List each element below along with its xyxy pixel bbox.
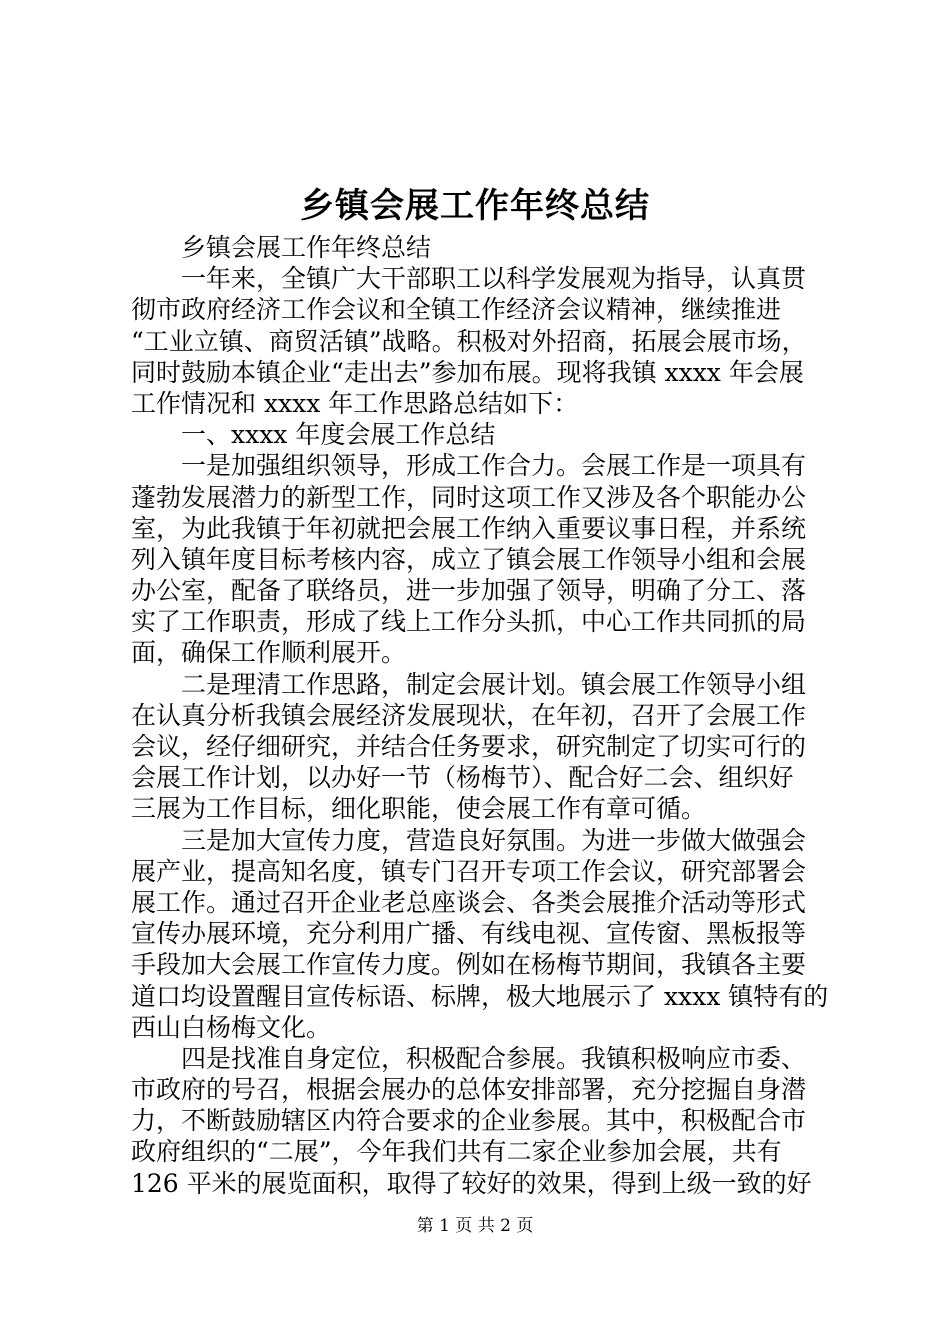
text-line: “工业立镇、商贸活镇”战略。积极对外招商，拓展会展市场， [131, 326, 807, 356]
text-line: 三是加大宣传力度，营造良好氛围。为进一步做大做强会 [131, 825, 807, 855]
document-body [131, 232, 831, 1199]
text-line: 室，为此我镇于年初就把会展工作纳入重要议事日程，并系统 [131, 513, 807, 543]
text-line: 实了工作职责，形成了线上工作分头抓，中心工作共同抓的局 [131, 607, 807, 637]
text-line: 会展工作计划，以办好一节（杨梅节）、配合好二会、组织好 [131, 763, 794, 793]
text-line: 力，不断鼓励辖区内符合要求的企业参展。其中，积极配合市 [131, 1106, 807, 1136]
text-line: 手段加大会展工作宣传力度。例如在杨梅节期间，我镇各主要 [131, 950, 807, 980]
text-line: 蓬勃发展潜力的新型工作，同时这项工作又涉及各个职能办公 [131, 482, 807, 512]
text-line: 工作情况和 xxxx 年工作思路总结如下： [131, 388, 579, 418]
text-line: 在认真分析我镇会展经济发展现状，在年初，召开了会展工作 [131, 700, 807, 730]
text-line: 道口均设置醒目宣传标语、标牌，极大地展示了 xxxx 镇特有的 [131, 981, 829, 1011]
text-line: 乡镇会展工作年终总结 [131, 233, 432, 262]
text-line: 四是找准自身定位，积极配合参展。我镇积极响应市委、 [131, 1043, 807, 1073]
page-footer: 第 1 页 共 2 页 [416, 1216, 534, 1236]
text-line: 办公室，配备了联络员，进一步加强了领导，明确了分工、落 [131, 576, 807, 606]
text-line: 西山白杨梅文化。 [131, 1012, 332, 1042]
text-line: 一、xxxx 年度会展工作总结 [131, 420, 496, 450]
document-title: 乡镇会展工作年终总结 [300, 186, 650, 226]
text-line: 面，确保工作顺利展开。 [131, 638, 407, 668]
text-line: 展工作。通过召开企业老总座谈会、各类会展推介活动等形式 [131, 887, 807, 917]
text-line: 宣传办展环境，充分利用广播、有线电视、宣传窗、黑板报等 [131, 919, 807, 949]
text-line: 一是加强组织领导，形成工作合力。会展工作是一项具有 [131, 451, 807, 481]
text-line: 市政府的号召，根据会展办的总体安排部署，充分挖掘自身潜 [131, 1075, 807, 1105]
text-line: 一年来，全镇广大干部职工以科学发展观为指导，认真贯 [131, 264, 807, 294]
text-line: 三展为工作目标，细化职能，使会展工作有章可循。 [131, 794, 707, 824]
text-line: 同时鼓励本镇企业“走出去”参加布展。现将我镇 xxxx 年会展 [131, 357, 804, 387]
text-line: 126 平米的展览面积，取得了较好的效果，得到上级一致的好 [131, 1168, 812, 1198]
text-line: 列入镇年度目标考核内容，成立了镇会展工作领导小组和会展 [131, 544, 807, 574]
text-line: 展产业，提高知名度，镇专门召开专项工作会议，研究部署会 [131, 856, 807, 886]
text-line: 政府组织的“二展”，今年我们共有二家企业参加会展，共有 [131, 1137, 782, 1167]
text-line: 彻市政府经济工作会议和全镇工作经济会议精神，继续推进 [131, 295, 782, 325]
text-line: 二是理清工作思路，制定会展计划。镇会展工作领导小组 [131, 669, 807, 699]
text-line: 会议，经仔细研究，并结合任务要求，研究制定了切实可行的 [131, 732, 807, 761]
